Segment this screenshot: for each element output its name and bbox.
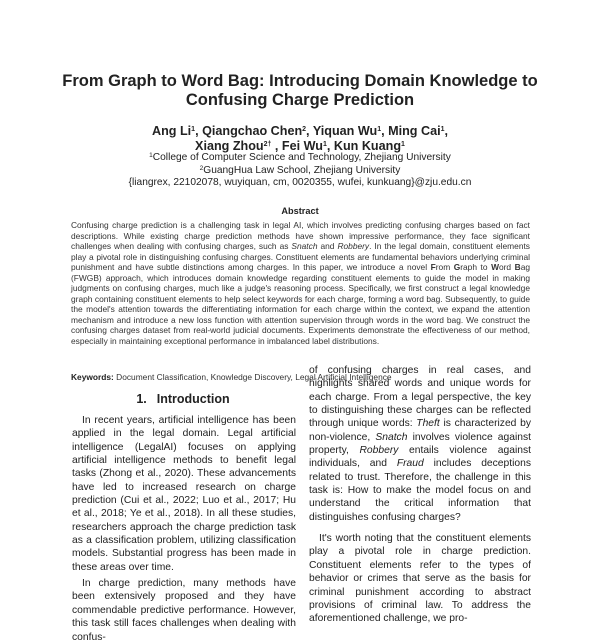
author-line-2: Xiang Zhou$^{2\dagger}$ , Fei Wu$^1$, Kun Kuang$^1$ xyxy=(195,139,405,153)
charge-snatch: Snatch xyxy=(291,241,318,252)
title-line-2: Confusing Charge Prediction xyxy=(185,91,415,109)
paragraph: It's worth noting that the constituent elements play a pivotal role in charge prediction. Constituent elements refer to the types of behavior or crimes that serve as the basis for criminal punishment according to abstract provisions of criminal law. To address the aforementioned challenge, we pro- xyxy=(309,533,531,625)
charge-robbery: Robbery xyxy=(359,445,399,457)
affiliation-text: GuangHua Law School, Zhejiang University xyxy=(203,164,401,176)
abstract-text: Confusing charge prediction is a challenging task in legal AI, which involves predicting confusing charges based on fact descriptions. While existing charge prediction methods have shown impressive performance, they face significant challenges when dealing with confusing charges, such as xyxy=(71,220,530,252)
paragraph: In charge prediction, many methods have been extensively proposed and they have commendable predictive performance. However, this task still faces challenges when dealing with confus- xyxy=(72,578,296,643)
left-column xyxy=(72,414,296,644)
acronym-letter: B xyxy=(514,262,521,273)
body-text: is characterized by non-violence, xyxy=(309,418,531,443)
title-line-1: From Graph to Word Bag: Introducing Domain Knowledge to xyxy=(62,72,538,90)
author-name: Yiquan Wu xyxy=(312,124,378,138)
abstract-heading: Abstract xyxy=(281,206,319,216)
author-name: Ang Li xyxy=(152,124,192,138)
acronym-letter: W xyxy=(491,262,499,273)
author-line-1: Ang Li$^1$, Qiangchao Chen$^2$, Yiquan Wu$^1$, Ming Cai$^1$, xyxy=(152,124,448,138)
abstract-text: . In the legal domain, constituent elements play a pivotal role in distinguishing confusing charges. Constituent elements are fundamental behaviors underlying criminal punishment and have subtle distinctions among charges. In this paper, we introduce a novel xyxy=(71,241,530,273)
author-name: Ming Cai xyxy=(388,124,441,138)
body-text: involves violence against property, xyxy=(309,431,531,457)
abstract-text: ag (FWGB) approach, which introduces domain knowledge regarding constituent elements to guide the model in making judgments on confusing charges, much like a judge's reasoning process. Specifically, we first construct a legal knowledge graph containing constituent elements to help select keywords for each charge, forming a word bag. Subsequently, to guide the model's attention towards the differentiating information for each charge within the context, we expand the attention mechanism and introduce a new loss function with attention supervision through words in the word bag. We construct the confusing charges dataset from real-world judicial documents. Experiments demonstrate the effectiveness of our method, especially in maintaining exceptional performance in imbalanced label distributions. xyxy=(71,262,531,347)
right-column xyxy=(309,364,531,626)
author-mark: 1 xyxy=(401,141,405,148)
author-mark: 1 xyxy=(440,126,445,133)
abstract-text: raph to xyxy=(460,262,492,273)
charge-robbery: Robbery xyxy=(337,241,370,252)
author-mark: 1 xyxy=(322,141,327,148)
author-name: Qiangchao Chen xyxy=(202,124,303,138)
body-text: includes deceptions related to trust. Therefore, the challenge in this task is: How to make the model focus on and understand the critical information that distinguishes confusing charges? xyxy=(309,458,531,523)
author-mark: 2 xyxy=(302,126,307,133)
author-mark: 1 xyxy=(377,126,382,133)
section-number: 1. xyxy=(136,392,147,406)
affiliation-1 xyxy=(70,152,530,165)
affiliation-mark: 2 xyxy=(199,164,204,172)
charge-fraud: Fraud xyxy=(396,458,424,470)
abstract-text: ord xyxy=(498,262,515,273)
affiliations xyxy=(70,152,530,190)
body-text: of confusing charges in real cases, and highlights shared words and unique words for each charge. From a legal perspective, the key to distinguishing these charges can be reflected through unique words: xyxy=(309,365,531,430)
section-heading xyxy=(70,392,296,406)
paper-title xyxy=(60,72,540,110)
affiliation-text: College of Computer Science and Technology, Zhejiang University xyxy=(152,152,451,163)
paragraph xyxy=(309,364,531,524)
author-mark: 1 xyxy=(191,126,196,133)
author-list xyxy=(90,124,510,154)
author-name: Fei Wu xyxy=(281,139,323,153)
acronym-letter: F xyxy=(430,262,436,273)
author-emails: {liangrex, 22102078, wuyiquan, cm, 0020355, wufei, kunkuang}@zju.edu.cn xyxy=(128,177,472,188)
author-mark: 2† xyxy=(263,141,272,148)
keywords-text: Document Classification, Knowledge Discovery, Legal Artificial Intelligence xyxy=(113,372,392,382)
author-name: Xiang Zhou xyxy=(195,139,264,153)
paragraph: In recent years, artificial intelligence has been applied in the legal domain. Legal artificial intelligence (LegalAI) focuses on applying artificial intelligence methods to benefit legal tasks (Zhong et al., 2020). These advancements have led to increased research on charge prediction (Cui et al., 2022; Luo et al., 2017; Hu et al., 2018; Ye et al., 2018). In all these studies, researchers approach the charge prediction task as a classification problem, utilizing classification models. Substantial progress has been made in these areas over time. xyxy=(72,415,296,573)
author-name: Kun Kuang xyxy=(333,139,402,153)
affiliation-2 xyxy=(70,165,530,178)
charge-snatch: Snatch xyxy=(375,431,408,443)
charge-theft: Theft xyxy=(416,418,440,430)
body-text: entails violence against individuals, and xyxy=(309,445,531,470)
abstract-body xyxy=(71,220,530,347)
section-title: Introduction xyxy=(156,392,230,406)
keywords-label: Keywords: xyxy=(71,372,114,382)
abstract-text: and xyxy=(317,241,338,252)
acronym-letter: G xyxy=(453,262,461,273)
affiliation-mark: 1 xyxy=(149,152,153,159)
abstract-text: rom xyxy=(435,262,454,273)
